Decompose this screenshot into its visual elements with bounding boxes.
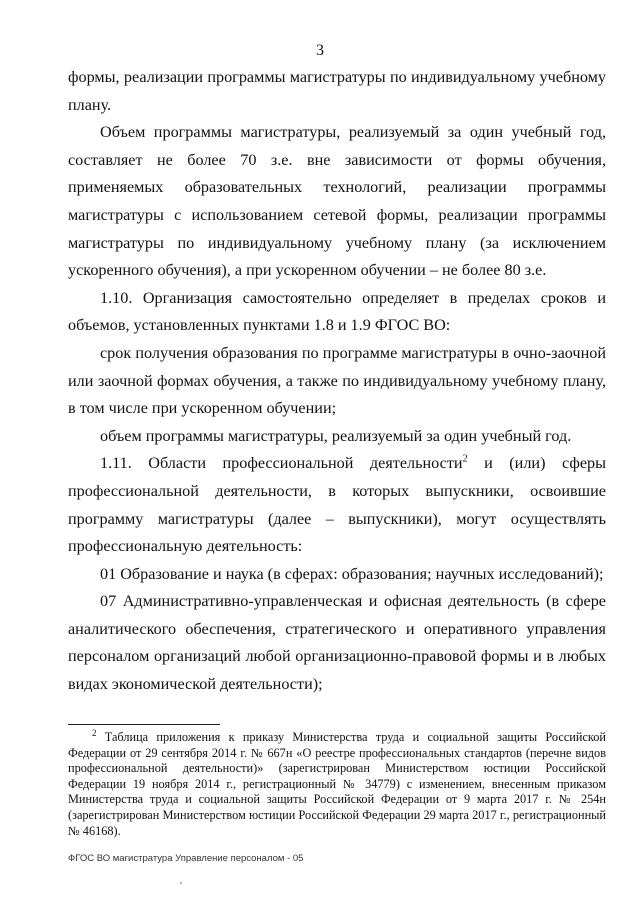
paragraph: 01 Образование и наука (в сферах: образования; научных исследований);: [100, 564, 604, 583]
paragraph-text: 1.11. Области профессиональной деятельности: [100, 454, 463, 473]
scan-artifact: [180, 882, 182, 884]
paragraph: 1.10. Организация самостоятельно определяет в пределах сроков и объемов, установленных пунктами 1.8 и 1.9 ФГОС ВО:: [68, 288, 606, 335]
paragraph: 07 Административно-управленческая и офисная деятельность (в сфере аналитического обеспечения, стратегического и оперативного управления персоналом организаций любой организационно-правовой формы и в любых видах экономической деятельности);: [68, 592, 606, 694]
footnote-divider: [68, 724, 220, 725]
paragraph-text: и (или) сферы профессиональной деятельности, в которых выпускники, освоившие программу магистратуры (далее – выпускники), могут осуществлять профессиональную деятельность:: [68, 454, 607, 556]
footnote-text: Таблица приложения к приказу Министерства труда и социальной защиты Российской Федерации от 29 сентября 2014 г. № 667н «О реестре профессиональных стандартов (перечне видов профессиональной деятельности)» (зарегистрирован Министерством юстиции Российской Федерации 19 ноября 2014 г., регистрационный № 34779) с изменением, внесенным приказом Министерства труда и социальной защиты Российской Федерации от 9 марта 2017 г. № 254н (зарегистрирован Министерством юстиции Российской Федерации 29 марта 2017 г., регистрационный № 46168).: [68, 730, 606, 838]
paragraph: объем программы магистратуры, реализуемый за один учебный год.: [100, 426, 572, 445]
paragraph: формы, реализации программы магистратуры по индивидуальному учебному плану.: [68, 68, 606, 114]
paragraph: Объем программы магистратуры, реализуемый за один учебный год, составляет не более 70 з.е. вне зависимости от формы обучения, применяемых образовательных технологий, реализации программы магистратуры с использованием сетевой формы, реализации программы магистратуры по индивидуальному учебному плану (за исключением ускоренного обучения), а при ускоренном обучении – не более 80 з.е.: [68, 123, 606, 280]
footnote: [68, 727, 606, 839]
page-footer: ФГОС ВО магистратура Управление персоналом - 05: [68, 853, 304, 864]
footnote-reference[interactable]: 2: [462, 453, 468, 465]
page-number: 3: [316, 42, 324, 59]
footnote-paragraph: [68, 727, 606, 839]
document-body: [68, 64, 606, 699]
paragraph: [68, 450, 606, 560]
footnote-mark: 2: [92, 727, 97, 738]
paragraph: срок получения образования по программе магистратуры в очно-заочной или заочной формах обучения, а также по индивидуальному учебному плану, в том числе при ускоренном обучении;: [68, 343, 606, 418]
